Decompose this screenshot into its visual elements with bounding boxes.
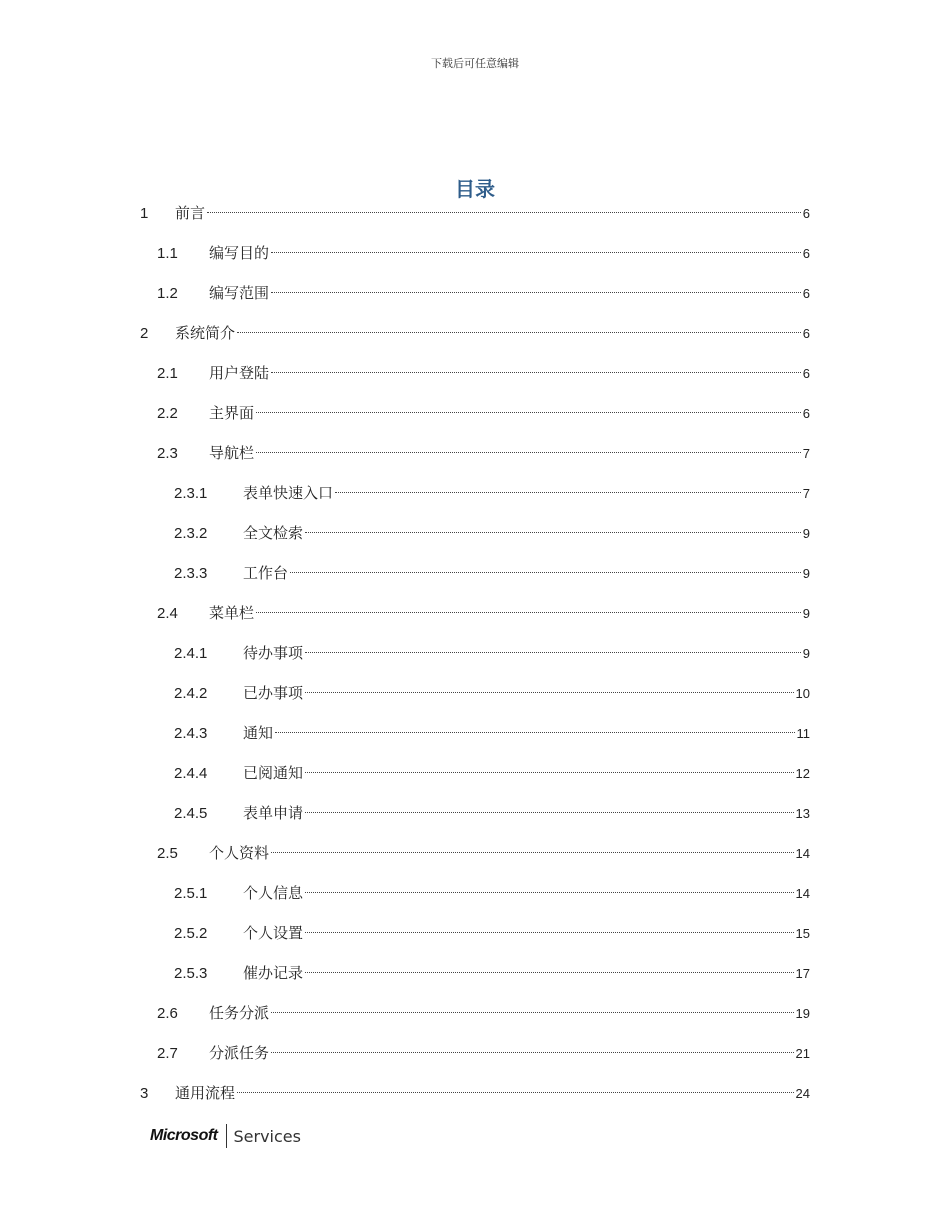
toc-entry-page: 11 bbox=[796, 726, 810, 741]
toc-leader-dots bbox=[256, 452, 801, 453]
toc-entry-label: 编写目的 bbox=[209, 244, 270, 262]
toc-leader-dots bbox=[271, 1052, 794, 1053]
toc-entry-label: 全文检索 bbox=[243, 524, 304, 542]
toc-entry-page: 6 bbox=[802, 206, 810, 221]
toc-entry[interactable] bbox=[157, 360, 810, 386]
toc-leader-dots bbox=[275, 732, 794, 733]
toc-entry-label: 个人信息 bbox=[243, 884, 304, 902]
toc-leader-dots bbox=[305, 772, 794, 773]
toc-entry-label: 用户登陆 bbox=[209, 364, 270, 382]
brand-name: Microsoft bbox=[150, 1127, 218, 1144]
toc-entry-page: 6 bbox=[802, 286, 810, 301]
toc-entry[interactable] bbox=[174, 680, 810, 706]
toc-leader-dots bbox=[290, 572, 801, 573]
toc-entry[interactable] bbox=[157, 240, 810, 266]
toc-entry-label: 个人设置 bbox=[243, 924, 304, 942]
service-name: Services bbox=[233, 1126, 301, 1146]
toc-entry[interactable] bbox=[174, 520, 810, 546]
toc-entry[interactable] bbox=[174, 960, 810, 986]
toc-entry-label: 通知 bbox=[243, 724, 274, 742]
toc-entry-number: 2.4.2 bbox=[174, 685, 208, 702]
toc-entry[interactable] bbox=[157, 400, 810, 426]
toc-entry-page: 7 bbox=[802, 486, 810, 501]
toc-entry-number: 2.4 bbox=[157, 605, 178, 622]
toc-entry-number: 2.6 bbox=[157, 1005, 178, 1022]
logo-divider bbox=[226, 1124, 227, 1148]
toc-entry-label: 催办记录 bbox=[243, 964, 304, 982]
toc-leader-dots bbox=[305, 812, 794, 813]
toc-entry-number: 3 bbox=[140, 1085, 149, 1102]
toc-entry-page: 9 bbox=[802, 606, 810, 621]
toc-entry-label: 分派任务 bbox=[209, 1044, 270, 1062]
toc-entry-number: 2.5.3 bbox=[174, 965, 208, 982]
toc-entry-label: 编写范围 bbox=[209, 284, 270, 302]
toc-entry[interactable] bbox=[174, 800, 810, 826]
toc-entry-label: 主界面 bbox=[209, 404, 255, 422]
toc-entry-number: 2.7 bbox=[157, 1045, 178, 1062]
toc-entry-page: 14 bbox=[795, 886, 810, 901]
toc-entry-number: 2.5 bbox=[157, 845, 178, 862]
toc-entry-page: 13 bbox=[795, 806, 810, 821]
toc-entry-number: 2.3.1 bbox=[174, 485, 208, 502]
toc-entry[interactable] bbox=[174, 920, 810, 946]
toc-leader-dots bbox=[237, 332, 801, 333]
toc-entry[interactable] bbox=[174, 880, 810, 906]
toc-entry-page: 10 bbox=[795, 686, 810, 701]
toc-leader-dots bbox=[305, 652, 801, 653]
toc-entry-number: 2.5.1 bbox=[174, 885, 208, 902]
toc-entry-number: 2.3.2 bbox=[174, 525, 208, 542]
toc-entry[interactable] bbox=[140, 200, 810, 226]
toc-entry-number: 2.4.3 bbox=[174, 725, 208, 742]
toc-entry-page: 9 bbox=[802, 646, 810, 661]
toc-leader-dots bbox=[271, 372, 801, 373]
toc-entry[interactable] bbox=[174, 480, 810, 506]
toc-leader-dots bbox=[271, 1012, 794, 1013]
toc-leader-dots bbox=[305, 892, 794, 893]
toc-entry[interactable] bbox=[174, 720, 810, 746]
toc-entry-label: 已阅通知 bbox=[243, 764, 304, 782]
toc-entry[interactable] bbox=[157, 840, 810, 866]
toc-entry-page: 6 bbox=[802, 406, 810, 421]
toc-leader-dots bbox=[237, 1092, 794, 1093]
toc-leader-dots bbox=[256, 412, 801, 413]
toc-entry-number: 1 bbox=[140, 205, 149, 222]
toc-entry-label: 表单快速入口 bbox=[243, 484, 334, 502]
toc-entry-label: 系统简介 bbox=[175, 324, 236, 342]
header-note: 下载后可任意编辑 bbox=[431, 57, 519, 70]
toc-entry-number: 2.2 bbox=[157, 405, 178, 422]
toc-entry-label: 待办事项 bbox=[243, 644, 304, 662]
toc-entry[interactable] bbox=[140, 320, 810, 346]
toc-leader-dots bbox=[271, 852, 794, 853]
toc-entry[interactable] bbox=[157, 600, 810, 626]
toc-entry-page: 9 bbox=[802, 566, 810, 581]
toc-entry-page: 9 bbox=[802, 526, 810, 541]
toc-entry-number: 2.4.1 bbox=[174, 645, 208, 662]
toc-leader-dots bbox=[271, 252, 801, 253]
toc-entry-label: 导航栏 bbox=[209, 444, 255, 462]
toc-entry-page: 14 bbox=[795, 846, 810, 861]
toc-entry[interactable] bbox=[174, 640, 810, 666]
toc-leader-dots bbox=[335, 492, 801, 493]
toc-entry[interactable] bbox=[157, 440, 810, 466]
toc-leader-dots bbox=[305, 932, 794, 933]
toc-entry-number: 2.1 bbox=[157, 365, 178, 382]
toc-entry-page: 6 bbox=[802, 366, 810, 381]
toc-entry-page: 24 bbox=[795, 1086, 810, 1101]
toc-entry-number: 2.4.5 bbox=[174, 805, 208, 822]
toc-leader-dots bbox=[305, 692, 794, 693]
toc-leader-dots bbox=[256, 612, 801, 613]
toc-entry[interactable] bbox=[157, 1040, 810, 1066]
toc-entry-page: 19 bbox=[795, 1006, 810, 1021]
toc-entry-number: 1.1 bbox=[157, 245, 178, 262]
toc-entry-number: 2.4.4 bbox=[174, 765, 208, 782]
toc-entry[interactable] bbox=[157, 280, 810, 306]
toc-title: 目录 bbox=[455, 177, 495, 201]
toc-entry-number: 2 bbox=[140, 325, 149, 342]
toc-entry-label: 已办事项 bbox=[243, 684, 304, 702]
toc-leader-dots bbox=[305, 972, 794, 973]
toc-entry-page: 15 bbox=[795, 926, 810, 941]
toc-entry-number: 2.3 bbox=[157, 445, 178, 462]
toc-entry-number: 2.5.2 bbox=[174, 925, 208, 942]
toc-entry-label: 任务分派 bbox=[209, 1004, 270, 1022]
toc-entry-label: 通用流程 bbox=[175, 1084, 236, 1102]
toc-leader-dots bbox=[271, 292, 801, 293]
toc-entry[interactable] bbox=[140, 1080, 810, 1106]
toc-entry-page: 12 bbox=[795, 766, 810, 781]
toc-entry[interactable] bbox=[174, 760, 810, 786]
toc-entry-label: 菜单栏 bbox=[209, 604, 255, 622]
toc-entry-label: 表单申请 bbox=[243, 804, 304, 822]
toc-entry-number: 2.3.3 bbox=[174, 565, 208, 582]
toc-entry-page: 6 bbox=[802, 326, 810, 341]
toc-entry-page: 17 bbox=[795, 966, 810, 981]
toc-entry-page: 7 bbox=[802, 446, 810, 461]
toc-entry-page: 6 bbox=[802, 246, 810, 261]
toc-entry-label: 个人资料 bbox=[209, 844, 270, 862]
toc-entry-page: 21 bbox=[795, 1046, 810, 1061]
toc-leader-dots bbox=[207, 212, 801, 213]
toc-entry[interactable] bbox=[174, 560, 810, 586]
toc-entry[interactable] bbox=[157, 1000, 810, 1026]
toc-entry-label: 前言 bbox=[175, 204, 206, 222]
toc-leader-dots bbox=[305, 532, 801, 533]
microsoft-services-logo bbox=[150, 1124, 301, 1148]
toc-entry-label: 工作台 bbox=[243, 564, 289, 582]
toc-entry-number: 1.2 bbox=[157, 285, 178, 302]
